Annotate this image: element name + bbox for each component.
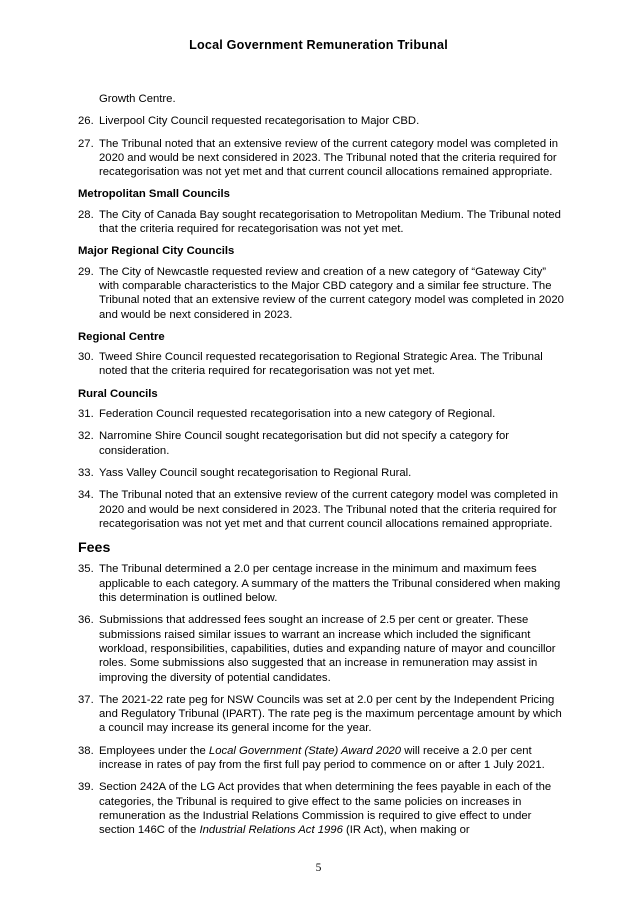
paragraph-text: Federation Council requested recategorisation into a new category of Regional. <box>99 408 496 421</box>
numbered-paragraph <box>78 693 568 736</box>
numbered-paragraph <box>78 562 568 605</box>
numbered-paragraph <box>78 429 568 458</box>
numbered-paragraph <box>78 488 568 531</box>
paragraph-number: 38. <box>78 744 94 757</box>
numbered-paragraph <box>78 350 568 379</box>
paragraph-number: 33. <box>78 466 94 479</box>
paragraph-number: 30. <box>78 351 94 364</box>
continuation-text: Growth Centre. <box>99 93 176 105</box>
paragraph-text: The Tribunal determined a 2.0 per centage increase in the minimum and maximum fees applicable to each category. A summary of the matters the Tribunal considered when making this determination is outlined below. <box>99 563 561 605</box>
paragraph-text: Submissions that addressed fees sought an increase of 2.5 per cent or greater. These submissions raised similar issues to warrant an increase which included the significant workload, responsibilities, capabilities, duties and expanding nature of mayor and councillor roles. Some submissions also suggested that an increase in remuneration may assist in improving the diversity of potential candidates. <box>99 614 556 684</box>
paragraph-number: 34. <box>78 489 94 502</box>
numbered-paragraph <box>78 744 568 773</box>
paragraph-number: 28. <box>78 208 94 221</box>
page-number: 5 <box>315 862 322 874</box>
numbered-paragraph <box>78 407 568 421</box>
act-title: Industrial Relations Act 1996 <box>199 824 343 837</box>
numbered-paragraph <box>78 137 568 180</box>
paragraph-text: Tweed Shire Council requested recategorisation to Regional Strategic Area. The Tribunal noted that the criteria required for recategorisation was not yet met. <box>99 351 543 378</box>
numbered-paragraph <box>78 466 568 480</box>
paragraph-number: 31. <box>78 408 94 421</box>
paragraph-text: The City of Canada Bay sought recategorisation to Metropolitan Medium. The Tribunal noted that the criteria required for recategorisation was not yet met. <box>99 208 561 236</box>
numbered-paragraph <box>78 780 568 837</box>
paragraph-number: 27. <box>78 137 94 150</box>
paragraph-text: The Tribunal noted that an extensive review of the current category model was completed in 2020 and would be next considered in 2023. The Tribunal noted that the criteria required for recategorisation was not yet met and that current council allocations remained appropriate. <box>99 489 559 530</box>
paragraph-text: Narromine Shire Council sought recategorisation but did not specify a category for consideration. <box>99 430 510 457</box>
numbered-paragraph <box>78 114 568 128</box>
page-header: Local Government Remuneration Tribunal <box>189 38 448 52</box>
paragraph-text: Yass Valley Council sought recategorisation to Regional Rural. <box>99 466 412 479</box>
paragraph-text: Liverpool City Council requested recategorisation to Major CBD. <box>99 115 420 128</box>
paragraph-text <box>99 744 568 773</box>
numbered-paragraph <box>78 613 568 684</box>
section-heading-regional-centre: Regional Centre <box>78 330 165 343</box>
document-body <box>78 92 568 845</box>
award-title: Local Government (State) Award 2020 <box>208 744 402 757</box>
section-heading-metropolitan-small: Metropolitan Small Councils <box>78 188 230 201</box>
paragraph-number: 37. <box>78 693 94 706</box>
paragraph-number: 29. <box>78 265 94 278</box>
paragraph-number: 36. <box>78 614 94 627</box>
text-run: Section 242A of the LG Act provides that when determining the fees payable in each of the categories, the Tribunal is required to give effect to the same policies on increases in remuneration as the Industrial Relations Commission is required to give effect to under section 146C of the <box>99 781 552 837</box>
paragraph-number: 35. <box>78 563 94 576</box>
text-run: (IR Act), when making or <box>342 824 470 837</box>
paragraph-text: The 2021-22 rate peg for NSW Councils was set at 2.0 per cent by the Independent Pricing and Regulatory Tribunal (IPART). The rate peg is the maximum percentage amount by which a council may increase its general income for the year. <box>99 693 562 735</box>
paragraph-text <box>99 780 568 837</box>
paragraph-text: The City of Newcastle requested review and creation of a new category of “Gateway City” with comparable characteristics to the Major CBD category and a similar fee structure. The Tribunal noted that an extensive review of the current category model was completed in 2020 and would be next considered in 2023. <box>99 265 564 321</box>
section-heading-rural: Rural Councils <box>78 387 158 400</box>
numbered-paragraph <box>78 208 568 237</box>
text-run: will receive a 2.0 per cent increase in rates of pay from the first full pay period to commence on or after 1 July 2021. <box>99 744 545 771</box>
section-heading-fees: Fees <box>78 540 111 557</box>
paragraph-text: The Tribunal noted that an extensive review of the current category model was completed in 2020 and would be next considered in 2023. The Tribunal noted that the criteria required for recategorisation was not yet met and that current council allocations remained appropriate. <box>99 137 559 179</box>
text-run: Employees under the <box>99 744 209 757</box>
section-heading-major-regional: Major Regional City Councils <box>78 245 235 258</box>
paragraph-number: 39. <box>78 781 94 794</box>
paragraph-number: 26. <box>78 115 94 128</box>
numbered-paragraph <box>78 265 568 322</box>
paragraph-number: 32. <box>78 430 94 443</box>
